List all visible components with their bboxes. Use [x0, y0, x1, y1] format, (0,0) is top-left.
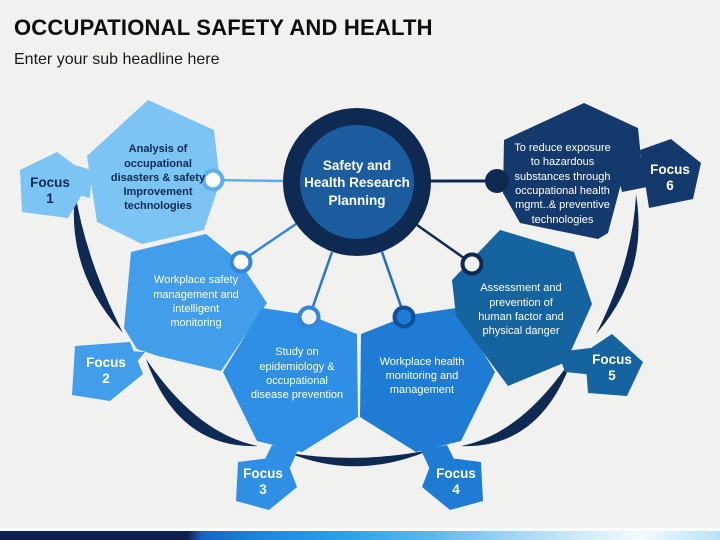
focus-4-badge-shape	[422, 456, 483, 510]
focus-5-description: Assessment and prevention of human factor and physical danger	[478, 282, 564, 338]
focus-6-badge-shape	[640, 139, 701, 208]
focus-3-description: Study on epidemiology & occupational disease prevention	[250, 346, 344, 402]
focus-1-shape	[87, 100, 220, 244]
focus-3-badge-shape	[236, 456, 297, 510]
focus-word: Focus	[650, 162, 690, 178]
arc-bottom-center	[289, 450, 430, 466]
focus-4-description: Workplace health monitoring and management	[379, 355, 465, 397]
center-circle-label: Safety and Health Research Planning	[304, 157, 410, 208]
focus-word: Focus	[592, 352, 632, 368]
connector-ring-3-center	[302, 310, 317, 325]
connector-ring-5-center	[465, 257, 480, 272]
focus-number: 5	[608, 368, 616, 383]
focus-1-description: Analysis of occupational disasters & safety Improvement technologies	[110, 143, 206, 213]
subtitle-placeholder[interactable]: Enter your sub headline here	[14, 51, 220, 68]
bottom-accent-bar	[0, 531, 720, 540]
page-title[interactable]: OCCUPATIONAL SAFETY AND HEALTH	[14, 15, 433, 40]
focus-1-badge-shape	[20, 152, 92, 218]
focus-2-description: Workplace safety management and intelligent monitoring	[153, 274, 239, 330]
slide-header	[14, 15, 433, 69]
bottom-bar-rect	[0, 531, 720, 540]
center-circle-inner	[300, 125, 414, 239]
connector-ring-2-center	[234, 255, 249, 270]
focus-6-description: To reduce exposure to hazardous substances through occupational health mgmt..& preventive technologies	[514, 142, 611, 226]
connector-dot-6	[485, 169, 509, 193]
connector-line-4	[382, 252, 404, 315]
connector-line-3	[310, 252, 332, 315]
connector-line-2	[243, 224, 296, 260]
focus-5-badge-shape	[585, 334, 643, 396]
focus-number: 1	[46, 191, 54, 206]
focus-number: 6	[666, 178, 674, 193]
focus-word: Focus	[30, 175, 70, 191]
connector-ring-4-center	[397, 310, 412, 325]
focus-number: 3	[259, 482, 267, 497]
focus-2-badge-shape	[72, 342, 143, 401]
focus-word: Focus	[86, 355, 126, 371]
focus-word: Focus	[243, 466, 283, 482]
focus-word: Focus	[436, 466, 476, 482]
focus-number: 4	[452, 482, 460, 497]
connector-ring-1-center	[206, 173, 221, 188]
focus-number: 2	[102, 371, 110, 386]
